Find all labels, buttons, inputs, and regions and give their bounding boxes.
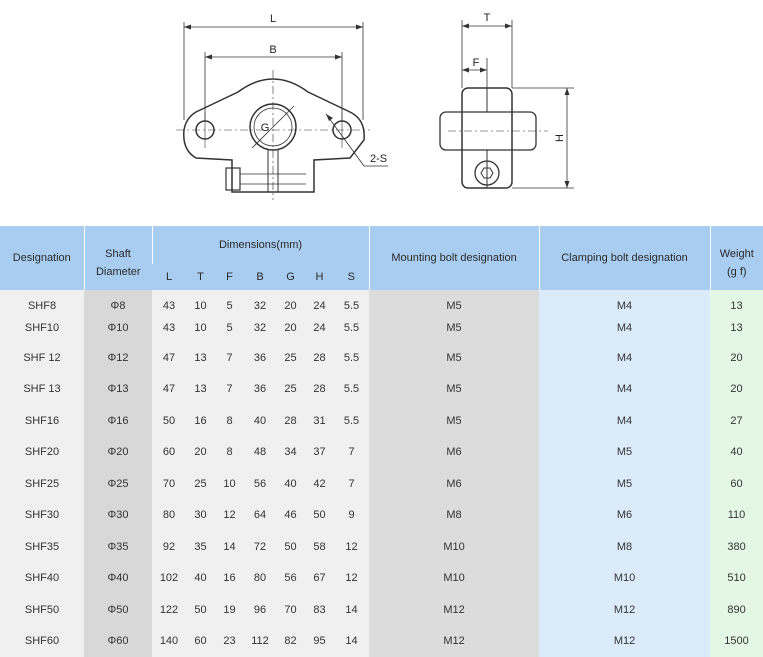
cell-dim-t: 50 bbox=[186, 594, 215, 626]
dim-label-l: L bbox=[270, 13, 276, 25]
table-row bbox=[0, 531, 763, 563]
header-dim-f: F bbox=[215, 264, 244, 290]
header-dim-s: S bbox=[334, 264, 369, 290]
header-weight-unit: (g f) bbox=[710, 264, 763, 290]
cell-mounting-bolt: M8 bbox=[369, 500, 539, 532]
cell-mounting-bolt: M12 bbox=[369, 594, 539, 626]
cell-clamping-bolt: M10 bbox=[539, 563, 710, 595]
table-row bbox=[0, 374, 763, 406]
cell-weight: 40 bbox=[710, 437, 763, 469]
cell-dim-f: 5 bbox=[215, 290, 244, 322]
dim-label-h: H bbox=[554, 134, 566, 142]
cell-shaft-diameter: Φ8 bbox=[84, 290, 152, 322]
cell-dim-f: 7 bbox=[215, 374, 244, 406]
cell-dim-t: 10 bbox=[186, 322, 215, 342]
cell-dim-g: 56 bbox=[276, 563, 305, 595]
cell-clamping-bolt: M4 bbox=[539, 374, 710, 406]
cell-shaft-diameter: Φ50 bbox=[84, 594, 152, 626]
cell-dim-g: 28 bbox=[276, 405, 305, 437]
dim-label-b: B bbox=[269, 44, 276, 56]
cell-mounting-bolt: M6 bbox=[369, 468, 539, 500]
cell-dim-h: 24 bbox=[305, 322, 334, 342]
cell-dim-b: 36 bbox=[244, 342, 276, 374]
cell-dim-b: 48 bbox=[244, 437, 276, 469]
cell-shaft-diameter: Φ13 bbox=[84, 374, 152, 406]
cell-dim-t: 60 bbox=[186, 626, 215, 657]
header-dim-t: T bbox=[186, 264, 215, 290]
cell-shaft-diameter: Φ12 bbox=[84, 342, 152, 374]
cell-dim-f: 8 bbox=[215, 437, 244, 469]
cell-designation: SHF60 bbox=[0, 626, 84, 657]
dim-label-t: T bbox=[484, 12, 491, 24]
cell-designation: SHF25 bbox=[0, 468, 84, 500]
cell-dim-g: 50 bbox=[276, 531, 305, 563]
header-mounting-bolt: Mounting bolt designation bbox=[369, 226, 539, 290]
cell-shaft-diameter: Φ25 bbox=[84, 468, 152, 500]
dim-label-g: G bbox=[261, 122, 270, 134]
cell-designation: SHF8 bbox=[0, 290, 84, 322]
cell-dim-g: 40 bbox=[276, 468, 305, 500]
cell-clamping-bolt: M4 bbox=[539, 342, 710, 374]
cell-shaft-diameter: Φ35 bbox=[84, 531, 152, 563]
cell-dim-h: 83 bbox=[305, 594, 334, 626]
cell-dim-s: 5.5 bbox=[334, 322, 369, 342]
cell-dim-l: 60 bbox=[152, 437, 186, 469]
cell-dim-s: 5.5 bbox=[334, 290, 369, 322]
cell-mounting-bolt: M5 bbox=[369, 374, 539, 406]
table-row bbox=[0, 626, 763, 657]
cell-mounting-bolt: M5 bbox=[369, 322, 539, 342]
header-dim-b: B bbox=[244, 264, 276, 290]
cell-mounting-bolt: M12 bbox=[369, 626, 539, 657]
cell-dim-f: 5 bbox=[215, 322, 244, 342]
cell-dim-f: 16 bbox=[215, 563, 244, 595]
cell-dim-g: 25 bbox=[276, 374, 305, 406]
cell-dim-s: 12 bbox=[334, 563, 369, 595]
cell-dim-t: 13 bbox=[186, 342, 215, 374]
cell-weight: 1500 bbox=[710, 626, 763, 657]
cell-dim-b: 72 bbox=[244, 531, 276, 563]
table-row bbox=[0, 290, 763, 322]
cell-weight: 60 bbox=[710, 468, 763, 500]
cell-dim-s: 5.5 bbox=[334, 374, 369, 406]
cell-dim-g: 34 bbox=[276, 437, 305, 469]
header-designation: Designation bbox=[0, 226, 84, 290]
cell-dim-h: 28 bbox=[305, 342, 334, 374]
cell-clamping-bolt: M4 bbox=[539, 290, 710, 322]
cell-weight: 890 bbox=[710, 594, 763, 626]
table-row bbox=[0, 563, 763, 595]
cell-mounting-bolt: M5 bbox=[369, 290, 539, 322]
cell-shaft-diameter: Φ20 bbox=[84, 437, 152, 469]
cell-designation: SHF30 bbox=[0, 500, 84, 532]
cell-dim-l: 50 bbox=[152, 405, 186, 437]
cell-dim-s: 7 bbox=[334, 468, 369, 500]
cell-shaft-diameter: Φ60 bbox=[84, 626, 152, 657]
header-shaft: Shaft bbox=[84, 226, 152, 264]
cell-dim-l: 47 bbox=[152, 342, 186, 374]
cell-dim-s: 14 bbox=[334, 594, 369, 626]
cell-dim-f: 10 bbox=[215, 468, 244, 500]
side-view bbox=[440, 12, 574, 188]
cell-clamping-bolt: M5 bbox=[539, 468, 710, 500]
cell-clamping-bolt: M5 bbox=[539, 437, 710, 469]
cell-dim-b: 64 bbox=[244, 500, 276, 532]
table-row bbox=[0, 405, 763, 437]
cell-dim-f: 8 bbox=[215, 405, 244, 437]
header-dim-l: L bbox=[152, 264, 186, 290]
header-clamping-bolt: Clamping bolt designation bbox=[539, 226, 710, 290]
cell-dim-f: 14 bbox=[215, 531, 244, 563]
cell-weight: 380 bbox=[710, 531, 763, 563]
cell-designation: SHF35 bbox=[0, 531, 84, 563]
cell-dim-s: 9 bbox=[334, 500, 369, 532]
cell-dim-f: 12 bbox=[215, 500, 244, 532]
cell-clamping-bolt: M8 bbox=[539, 531, 710, 563]
cell-dim-f: 19 bbox=[215, 594, 244, 626]
cell-designation: SHF20 bbox=[0, 437, 84, 469]
cell-dim-s: 7 bbox=[334, 437, 369, 469]
cell-dim-b: 80 bbox=[244, 563, 276, 595]
cell-weight: 13 bbox=[710, 290, 763, 322]
cell-dim-t: 30 bbox=[186, 500, 215, 532]
cell-dim-g: 25 bbox=[276, 342, 305, 374]
cell-mounting-bolt: M10 bbox=[369, 531, 539, 563]
cell-dim-s: 12 bbox=[334, 531, 369, 563]
cell-dim-b: 36 bbox=[244, 374, 276, 406]
cell-dim-b: 56 bbox=[244, 468, 276, 500]
cell-mounting-bolt: M10 bbox=[369, 563, 539, 595]
cell-dim-l: 43 bbox=[152, 290, 186, 322]
cell-dim-h: 37 bbox=[305, 437, 334, 469]
header-weight: Weight bbox=[710, 226, 763, 264]
cell-dim-h: 28 bbox=[305, 374, 334, 406]
cell-clamping-bolt: M4 bbox=[539, 322, 710, 342]
cell-dim-g: 20 bbox=[276, 290, 305, 322]
cell-clamping-bolt: M12 bbox=[539, 626, 710, 657]
cell-dim-l: 80 bbox=[152, 500, 186, 532]
table-row bbox=[0, 322, 763, 342]
cell-designation: SHF 12 bbox=[0, 342, 84, 374]
cell-dim-t: 13 bbox=[186, 374, 215, 406]
cell-dim-t: 25 bbox=[186, 468, 215, 500]
cell-dim-t: 10 bbox=[186, 290, 215, 322]
cell-dim-h: 67 bbox=[305, 563, 334, 595]
cell-dim-f: 7 bbox=[215, 342, 244, 374]
drawing-svg bbox=[0, 0, 763, 226]
cell-clamping-bolt: M6 bbox=[539, 500, 710, 532]
header-dim-g: G bbox=[276, 264, 305, 290]
cell-weight: 27 bbox=[710, 405, 763, 437]
header-dimensions: Dimensions(mm) bbox=[152, 226, 369, 264]
cell-dim-b: 32 bbox=[244, 290, 276, 322]
cell-mounting-bolt: M6 bbox=[369, 437, 539, 469]
cell-dim-g: 20 bbox=[276, 322, 305, 342]
cell-dim-t: 35 bbox=[186, 531, 215, 563]
cell-designation: SHF10 bbox=[0, 322, 84, 342]
cell-dim-h: 42 bbox=[305, 468, 334, 500]
cell-dim-s: 5.5 bbox=[334, 405, 369, 437]
cell-clamping-bolt: M12 bbox=[539, 594, 710, 626]
header-diameter: Diameter bbox=[84, 264, 152, 290]
cell-dim-t: 40 bbox=[186, 563, 215, 595]
cell-dim-l: 47 bbox=[152, 374, 186, 406]
table-row bbox=[0, 437, 763, 469]
cell-designation: SHF40 bbox=[0, 563, 84, 595]
table-row bbox=[0, 342, 763, 374]
cell-dim-h: 31 bbox=[305, 405, 334, 437]
cell-shaft-diameter: Φ40 bbox=[84, 563, 152, 595]
cell-weight: 13 bbox=[710, 322, 763, 342]
table-row bbox=[0, 594, 763, 626]
cell-shaft-diameter: Φ16 bbox=[84, 405, 152, 437]
cell-weight: 510 bbox=[710, 563, 763, 595]
cell-dim-g: 70 bbox=[276, 594, 305, 626]
cell-dim-f: 23 bbox=[215, 626, 244, 657]
cell-designation: SHF16 bbox=[0, 405, 84, 437]
cell-dim-h: 95 bbox=[305, 626, 334, 657]
table-row bbox=[0, 500, 763, 532]
cell-weight: 20 bbox=[710, 342, 763, 374]
cell-shaft-diameter: Φ30 bbox=[84, 500, 152, 532]
cell-dim-b: 112 bbox=[244, 626, 276, 657]
cell-dim-h: 58 bbox=[305, 531, 334, 563]
cell-dim-l: 102 bbox=[152, 563, 186, 595]
cell-designation: SHF 13 bbox=[0, 374, 84, 406]
cell-dim-l: 70 bbox=[152, 468, 186, 500]
cell-weight: 20 bbox=[710, 374, 763, 406]
spec-table bbox=[0, 226, 763, 657]
cell-designation: SHF50 bbox=[0, 594, 84, 626]
technical-drawing bbox=[0, 0, 763, 226]
cell-dim-g: 46 bbox=[276, 500, 305, 532]
cell-mounting-bolt: M5 bbox=[369, 405, 539, 437]
cell-weight: 110 bbox=[710, 500, 763, 532]
cell-dim-s: 14 bbox=[334, 626, 369, 657]
cell-mounting-bolt: M5 bbox=[369, 342, 539, 374]
cell-shaft-diameter: Φ10 bbox=[84, 322, 152, 342]
cell-dim-l: 140 bbox=[152, 626, 186, 657]
table-row bbox=[0, 468, 763, 500]
cell-dim-b: 32 bbox=[244, 322, 276, 342]
cell-dim-t: 16 bbox=[186, 405, 215, 437]
front-view bbox=[176, 13, 388, 200]
dim-label-s: 2-S bbox=[370, 153, 387, 165]
cell-dim-b: 40 bbox=[244, 405, 276, 437]
dim-label-f: F bbox=[473, 57, 480, 69]
header-dim-h: H bbox=[305, 264, 334, 290]
cell-dim-l: 43 bbox=[152, 322, 186, 342]
cell-dim-l: 92 bbox=[152, 531, 186, 563]
cell-dim-h: 24 bbox=[305, 290, 334, 322]
cell-dim-t: 20 bbox=[186, 437, 215, 469]
cell-dim-s: 5.5 bbox=[334, 342, 369, 374]
cell-clamping-bolt: M4 bbox=[539, 405, 710, 437]
cell-dim-g: 82 bbox=[276, 626, 305, 657]
cell-dim-h: 50 bbox=[305, 500, 334, 532]
cell-dim-l: 122 bbox=[152, 594, 186, 626]
cell-dim-b: 96 bbox=[244, 594, 276, 626]
